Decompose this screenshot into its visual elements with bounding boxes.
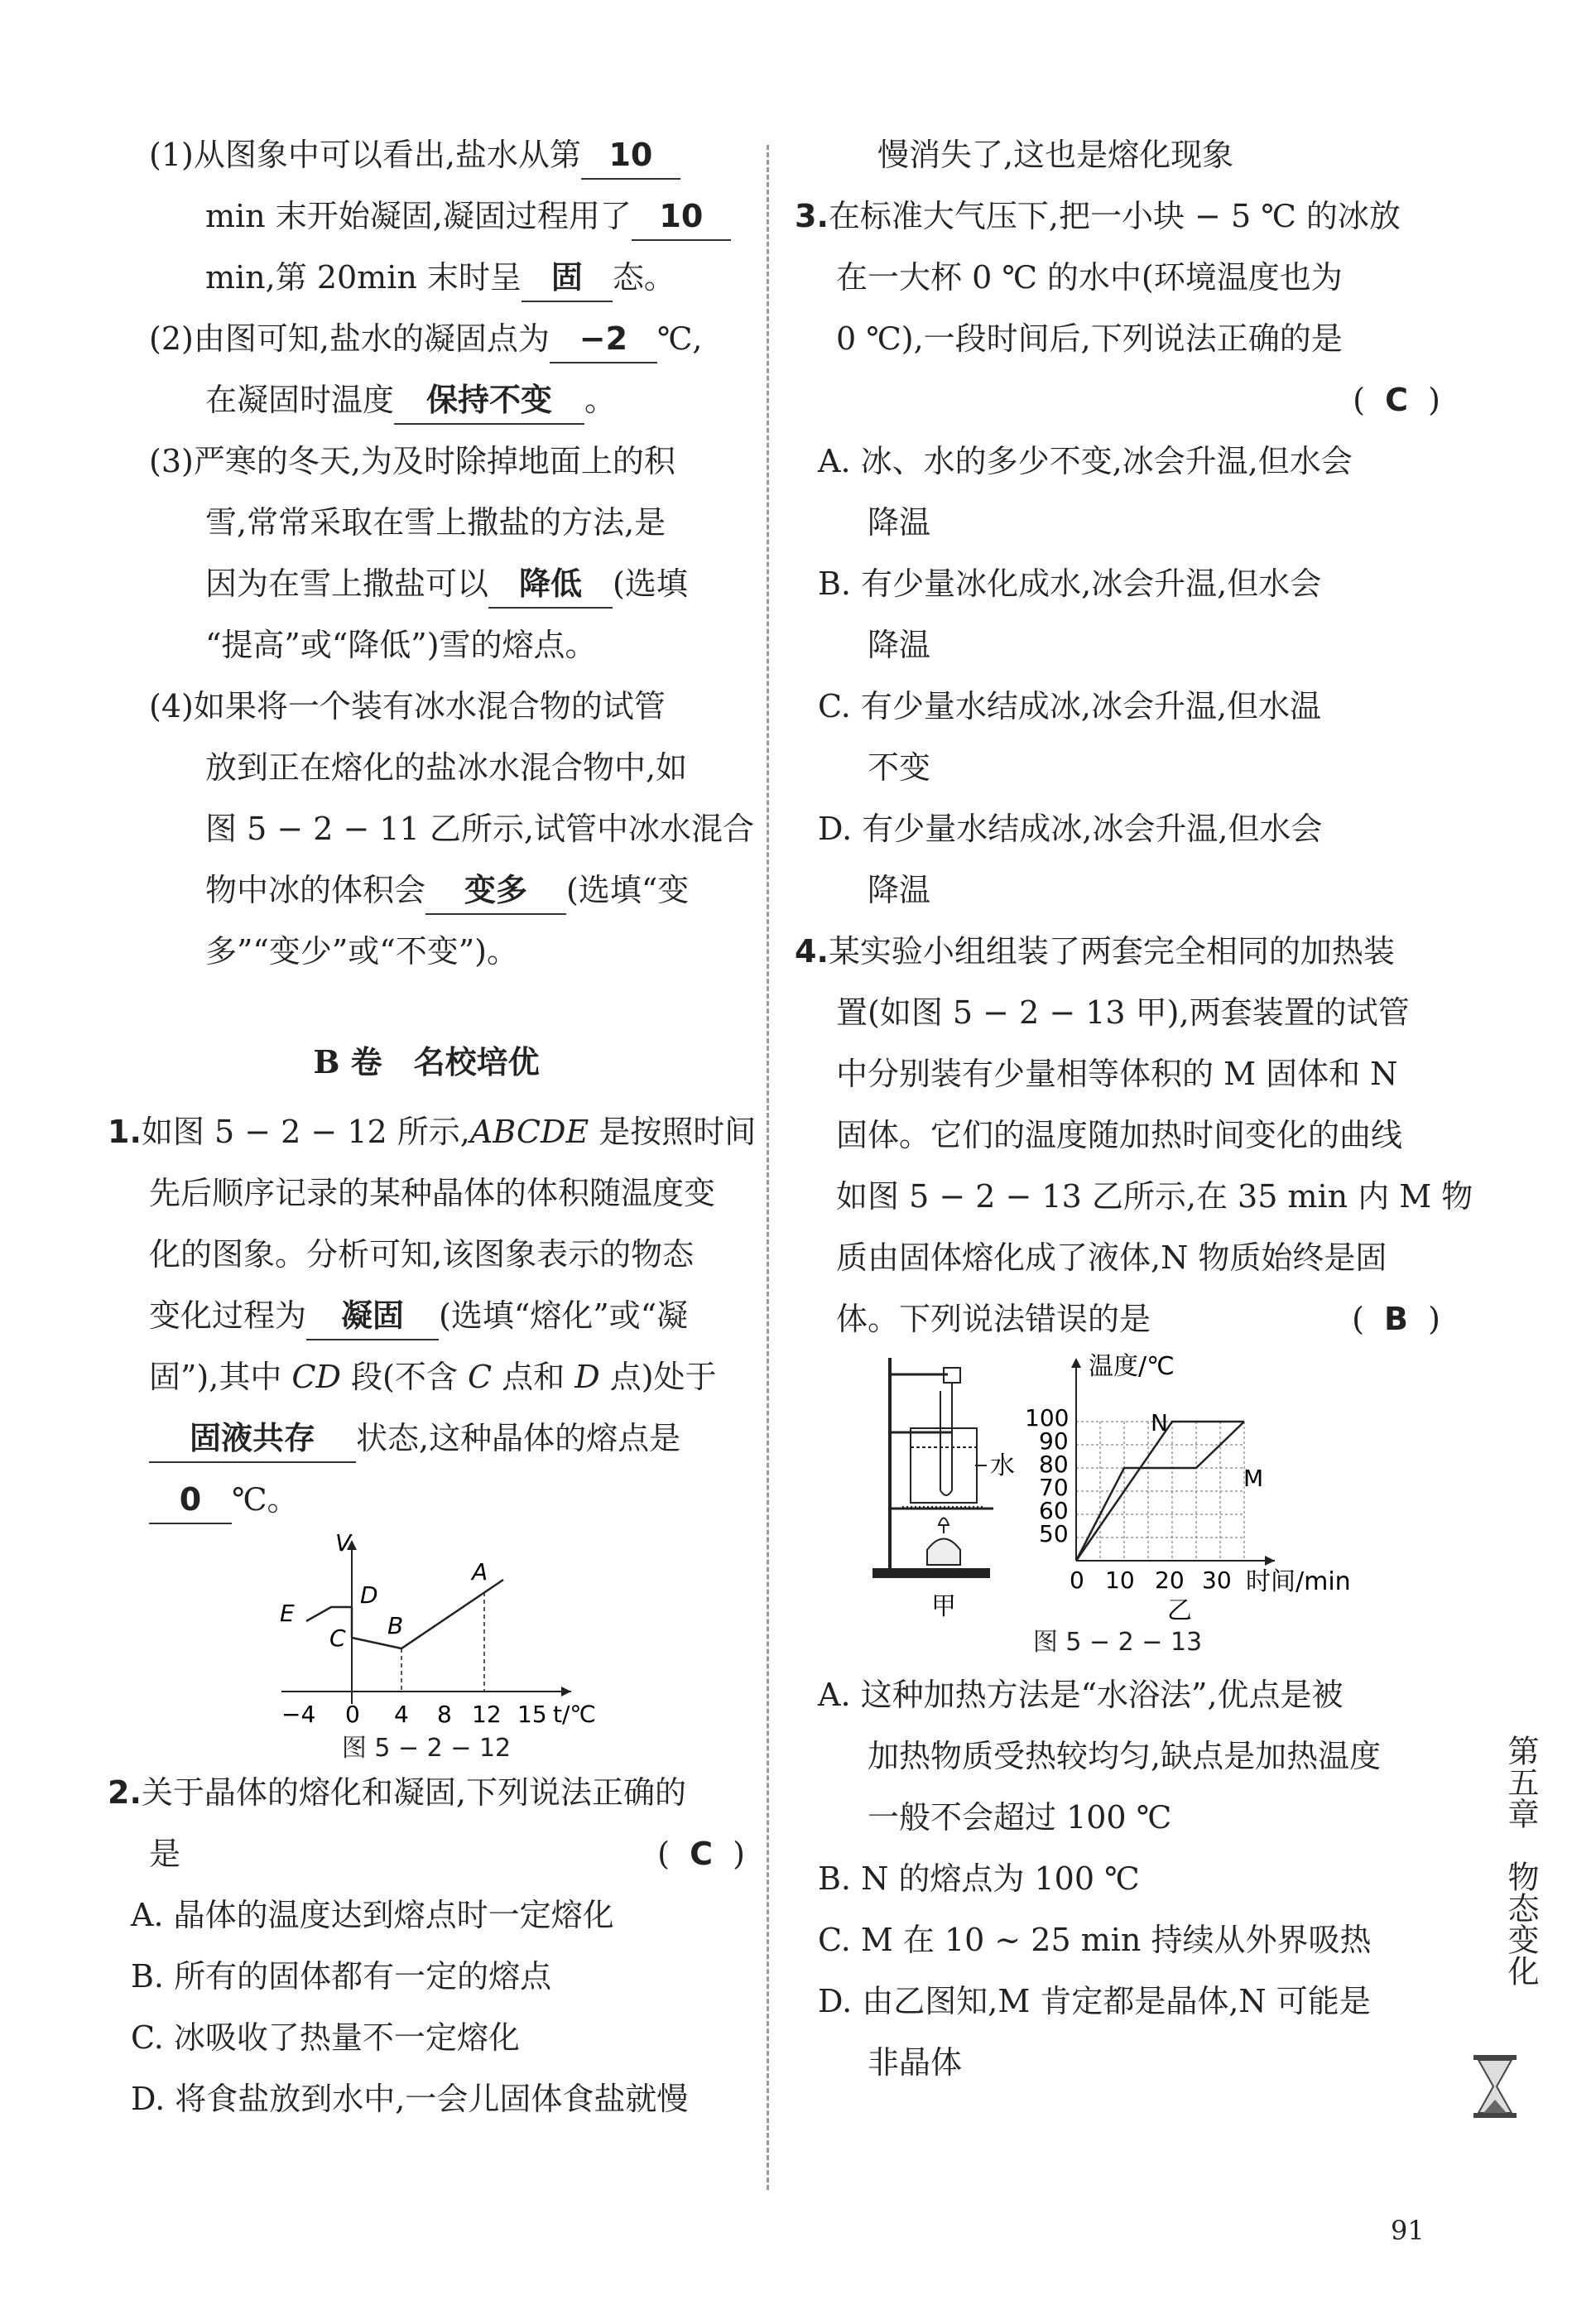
q3-option-a: A. 冰、水的多少不变,冰会升温,但水会 — [818, 443, 1353, 479]
heating-figure — [795, 1350, 1440, 1623]
q-part-3-line4: “提高”或“降低”)雪的熔点。 — [205, 627, 597, 663]
answer-paren: ( B ) — [1352, 1301, 1440, 1337]
answer-blank: 固 — [522, 254, 613, 302]
q4-option-a: A. 这种加热方法是“水浴法”,优点是被 — [818, 1677, 1344, 1713]
q-part-4-line4: 物中冰的体积会 变多 (选填“变 — [108, 859, 745, 921]
q1-line4: 变化过程为 凝固 (选填“熔化”或“凝 — [108, 1285, 745, 1346]
point-e: E — [280, 1600, 295, 1627]
q-part-1: (1)从图象中可以看出,盐水从第 10 — [108, 124, 745, 185]
q4-option-a-cont1: 加热物质受热较均匀,缺点是加热温度 — [868, 1738, 1382, 1774]
q3-option-c-cont: 不变 — [868, 749, 931, 786]
point-b: B — [387, 1612, 404, 1639]
grid — [1076, 1422, 1244, 1561]
q2-option-c: C. 冰吸收了热量不一定熔化 — [131, 2019, 520, 2056]
chapter-tab: 第五章 物态变化 — [1502, 1735, 1539, 1986]
tick-label: 12 — [472, 1701, 502, 1728]
answer-blank: 10 — [632, 193, 731, 241]
q4-option-b: B. N 的熔点为 100 ℃ — [818, 1860, 1140, 1897]
q1-line3: 化的图象。分析可知,该图象表示的物态 — [149, 1236, 695, 1273]
curve-n-label: N — [1151, 1409, 1168, 1437]
volume-temperature-chart — [108, 1530, 745, 1729]
label-yi: 乙 — [1167, 1596, 1192, 1623]
q4-line6: 质由固体熔化成了液体,N 物质始终是固 — [836, 1239, 1387, 1276]
y-tick: 80 — [1039, 1451, 1069, 1478]
page-number: 91 — [1391, 2215, 1425, 2246]
q1-line5: 固”),其中 CD 段(不含 C 点和 D 点)处于 — [149, 1359, 717, 1395]
q-part-4-line5: 多”“变少”或“不变”)。 — [205, 933, 518, 970]
q3-option-c: C. 有少量水结成冰,冰会升温,但水温 — [818, 688, 1322, 724]
curve-m-label: M — [1243, 1465, 1264, 1492]
q4-option-c: C. M 在 10 ~ 25 min 持续从外界吸热 — [818, 1922, 1372, 1958]
answer-blank: 保持不变 — [394, 377, 584, 425]
figure-caption: 图 5 − 2 − 12 — [341, 1734, 512, 1763]
q3-option-d: D. 有少量水结成冰,冰会升温,但水会 — [818, 811, 1323, 847]
q3-option-b: B. 有少量冰化成水,冰会升温,但水会 — [818, 565, 1322, 602]
q2-line2: 是 ( C ) — [108, 1823, 745, 1884]
answer-blank: 变多 — [425, 867, 566, 915]
q3-option-b-cont: 降温 — [868, 627, 931, 663]
tick-label: 15 — [517, 1701, 547, 1728]
q4-option-d: D. 由乙图知,M 肯定都是晶体,N 可能是 — [818, 1983, 1371, 2019]
q-part-1-line2: min 末开始凝固,凝固过程用了 10 — [108, 185, 745, 247]
tick-label: −4 — [281, 1701, 316, 1728]
q2-option-d: D. 将食盐放到水中,一会儿固体食盐就慢 — [131, 2081, 689, 2117]
q-part-4-line2: 放到正在熔化的盐冰水混合物中,如 — [205, 749, 688, 786]
figure-caption: 图 5 − 2 − 13 — [1032, 1628, 1203, 1657]
axis-label-v: V — [335, 1530, 352, 1557]
point-c: C — [329, 1624, 346, 1652]
left-column — [108, 124, 757, 2130]
q1-line6: 固液共存 状态,这种晶体的熔点是 — [108, 1408, 745, 1469]
figure-5-2-12 — [108, 1530, 745, 1763]
right-column — [795, 124, 1473, 2093]
q2-line1: 2.关于晶体的熔化和凝固,下列说法正确的 — [108, 1774, 686, 1811]
q4-line4: 固体。它们的温度随加热时间变化的曲线 — [836, 1117, 1403, 1153]
tick-label: 4 — [394, 1701, 409, 1728]
answer-blank: −2 — [550, 315, 657, 363]
q1-line7: 0 ℃。 — [108, 1469, 745, 1530]
answer-blank: 凝固 — [306, 1292, 439, 1340]
figure-5-2-13 — [795, 1350, 1440, 1664]
q4-line3: 中分别装有少量相等体积的 M 固体和 N — [836, 1056, 1398, 1092]
point-d: D — [360, 1581, 378, 1609]
q3-line2: 在一大杯 0 ℃ 的水中(环境温度也为 — [836, 259, 1343, 296]
x-tick: 10 — [1105, 1566, 1135, 1594]
q4-line1: 4.某实验小组组装了两套完全相同的加热装 — [795, 933, 1395, 970]
q4-option-d-cont: 非晶体 — [868, 2044, 963, 2081]
q3-option-a-cont: 降温 — [868, 504, 931, 541]
q-part-2: (2)由图可知,盐水的凝固点为 −2 ℃, — [108, 308, 745, 369]
point-a: A — [472, 1558, 488, 1586]
q3-option-d-cont: 降温 — [868, 872, 931, 908]
q-part-3-line3: 因为在雪上撒盐可以 降低 (选填 — [108, 553, 745, 614]
x-tick: 30 — [1202, 1566, 1232, 1594]
axis-label-t: t/℃ — [553, 1701, 596, 1728]
q-part-3: (3)严寒的冬天,为及时除掉地面上的积 — [149, 443, 675, 479]
segment-ed — [306, 1607, 352, 1621]
q4-option-a-cont2: 一般不会超过 100 ℃ — [868, 1799, 1172, 1836]
y-tick: 60 — [1039, 1497, 1069, 1524]
q-part-1-line3: min,第 20min 末时呈 固 态。 — [108, 247, 745, 308]
answer-blank: 0 — [149, 1476, 232, 1524]
answer-blank: 10 — [581, 132, 680, 180]
y-tick: 100 — [1025, 1404, 1070, 1432]
q3-line1: 3.在标准大气压下,把一小块 − 5 ℃ 的冰放 — [795, 198, 1401, 234]
y-axis-arrow — [1071, 1358, 1081, 1368]
q4-line7: 体。下列说法错误的是 ( B ) — [795, 1288, 1440, 1350]
x-axis-arrow — [1265, 1556, 1275, 1566]
q1-line1: 1.如图 5 − 2 − 12 所示,ABCDE 是按照时间 — [108, 1114, 757, 1150]
q-part-3-line2: 雪,常常采取在雪上撒盐的方法,是 — [205, 504, 666, 541]
heating-apparatus — [873, 1358, 993, 1577]
hourglass-icon — [1472, 2053, 1518, 2120]
tick-label: 8 — [437, 1701, 452, 1728]
q2-option-d-cont: 慢消失了,这也是熔化现象 — [877, 137, 1234, 173]
y-axis-label: 温度/℃ — [1089, 1352, 1175, 1381]
answer-blank: 降低 — [488, 561, 613, 609]
q4-line5: 如图 5 − 2 − 13 乙所示,在 35 min 内 M 物 — [836, 1178, 1473, 1215]
answer-paren: ( C ) — [1353, 382, 1440, 418]
water-label: 水 — [990, 1451, 1015, 1480]
q3-answer-line — [795, 369, 1440, 431]
q-part-2-line2: 在凝固时温度 保持不变 。 — [108, 369, 745, 431]
y-tick: 50 — [1039, 1520, 1069, 1547]
answer-paren: ( C ) — [657, 1836, 745, 1872]
q1-line2: 先后顺序记录的某种晶体的体积随温度变 — [149, 1175, 716, 1211]
q-part-4-line3: 图 5 − 2 − 11 乙所示,试管中冰水混合 — [205, 811, 754, 847]
q2-option-a: A. 晶体的温度达到熔点时一定熔化 — [131, 1897, 614, 1933]
q2-option-b: B. 所有的固体都有一定的熔点 — [131, 1958, 552, 1995]
y-tick: 70 — [1039, 1474, 1069, 1501]
x-tick: 0 — [1070, 1566, 1084, 1594]
column-divider — [767, 145, 769, 2190]
label-jia: 甲 — [931, 1592, 956, 1621]
x-axis-label: 时间/min — [1246, 1567, 1351, 1596]
y-tick: 90 — [1039, 1427, 1069, 1455]
temperature-time-graph — [1025, 1352, 1351, 1596]
x-tick: 20 — [1155, 1566, 1185, 1594]
q-part-4: (4)如果将一个装有冰水混合物的试管 — [149, 688, 666, 724]
tick-label: 0 — [345, 1701, 360, 1728]
section-title: B 卷 名校培优 — [313, 1043, 540, 1080]
q3-line3: 0 ℃),一段时间后,下列说法正确的是 — [836, 320, 1343, 357]
answer-blank: 固液共存 — [149, 1415, 356, 1463]
q4-line2: 置(如图 5 − 2 − 13 甲),两套装置的试管 — [836, 994, 1410, 1031]
t-axis-arrow — [561, 1687, 571, 1696]
